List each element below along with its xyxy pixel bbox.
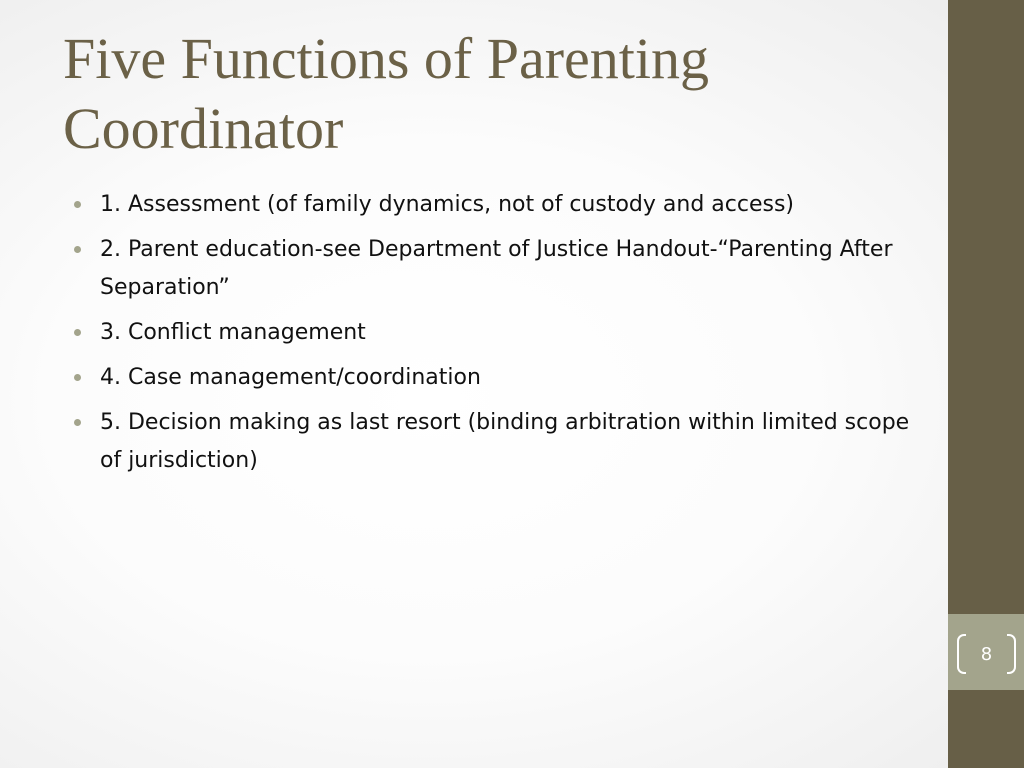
bullet-text: 5. Decision making as last resort (binding arbitration within limited scope of jurisdiction): [100, 410, 910, 473]
bullet-icon: [74, 201, 81, 208]
bullet-item: [72, 186, 922, 224]
bullet-text: 1. Assessment (of family dynamics, not of custody and access): [100, 192, 794, 217]
bullet-icon: [74, 246, 81, 253]
bullet-item: [72, 404, 922, 480]
bullet-text: 4. Case management/coordination: [100, 365, 481, 390]
bullet-text: 2. Parent education-see Department of Justice Handout-“Parenting After Separation”: [100, 237, 893, 300]
bullet-text: 3. Conflict management: [100, 320, 366, 345]
bullet-icon: [74, 374, 81, 381]
bullet-item: [72, 231, 922, 307]
bullet-item: [72, 314, 922, 352]
right-bracket-icon: [1007, 634, 1016, 674]
bullet-icon: [74, 329, 81, 336]
page-number: 8: [980, 644, 993, 665]
bullet-icon: [74, 419, 81, 426]
slide-title: Five Functions of Parenting Coordinator: [63, 26, 710, 161]
bullet-item: [72, 359, 922, 397]
left-bracket-icon: [957, 634, 966, 674]
bullet-list: [72, 186, 922, 487]
